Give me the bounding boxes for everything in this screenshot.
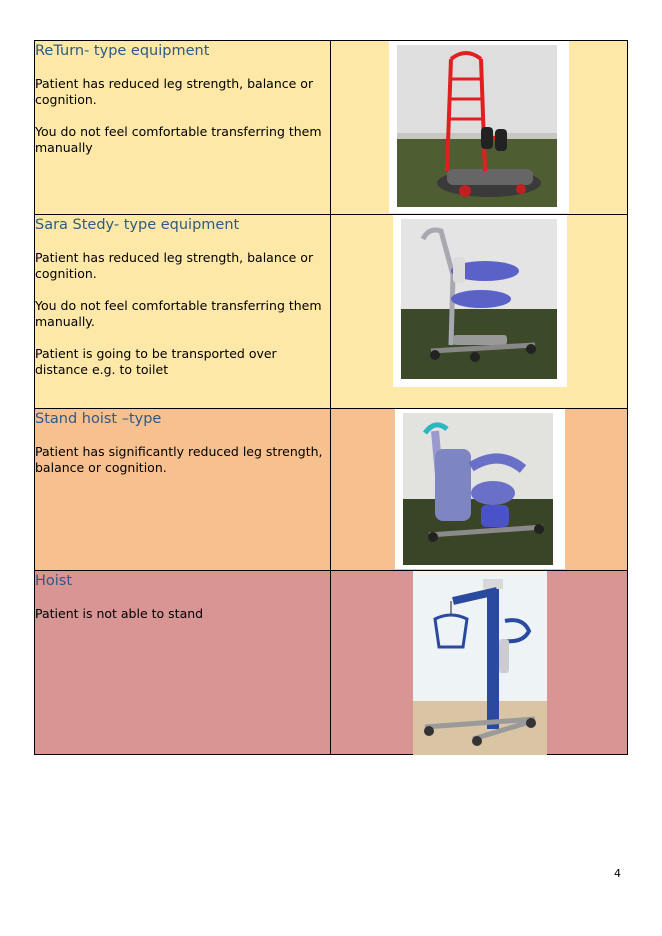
row-text-cell — [35, 571, 331, 755]
table-row — [35, 409, 628, 571]
row-title: Hoist — [35, 573, 73, 589]
row-paragraph: You do not feel comfortable transferring them manually — [35, 124, 322, 155]
row-title: Sara Stedy- type equipment — [35, 217, 240, 233]
row-paragraph: Patient has reduced leg strength, balance or cognition. — [35, 76, 314, 107]
row-image-cell — [331, 571, 628, 755]
table-row — [35, 571, 628, 755]
sara-stedy-photo — [393, 215, 567, 387]
stand-hoist-photo — [395, 409, 565, 569]
table-row — [35, 41, 628, 215]
mobile-hoist-photo — [413, 571, 547, 755]
row-paragraph: You do not feel comfortable transferring them manually. — [35, 298, 322, 329]
row-image-cell — [331, 215, 628, 409]
row-paragraph: Patient is not able to stand — [35, 606, 204, 621]
equipment-table — [34, 40, 628, 755]
row-text-cell — [35, 41, 331, 215]
row-image-cell — [331, 41, 628, 215]
return-turner-photo — [389, 41, 569, 213]
row-paragraph: Patient has significantly reduced leg strength, balance or cognition. — [35, 444, 323, 475]
row-paragraph: Patient is going to be transported over distance e.g. to toilet — [35, 346, 277, 377]
page-number: 4 — [614, 867, 621, 880]
table-row — [35, 215, 628, 409]
row-image-cell — [331, 409, 628, 571]
row-title: ReTurn- type equipment — [35, 43, 210, 59]
row-text-cell — [35, 215, 331, 409]
row-paragraph: Patient has reduced leg strength, balance or cognition. — [35, 250, 314, 281]
row-text-cell — [35, 409, 331, 571]
row-title: Stand hoist –type — [35, 411, 162, 427]
